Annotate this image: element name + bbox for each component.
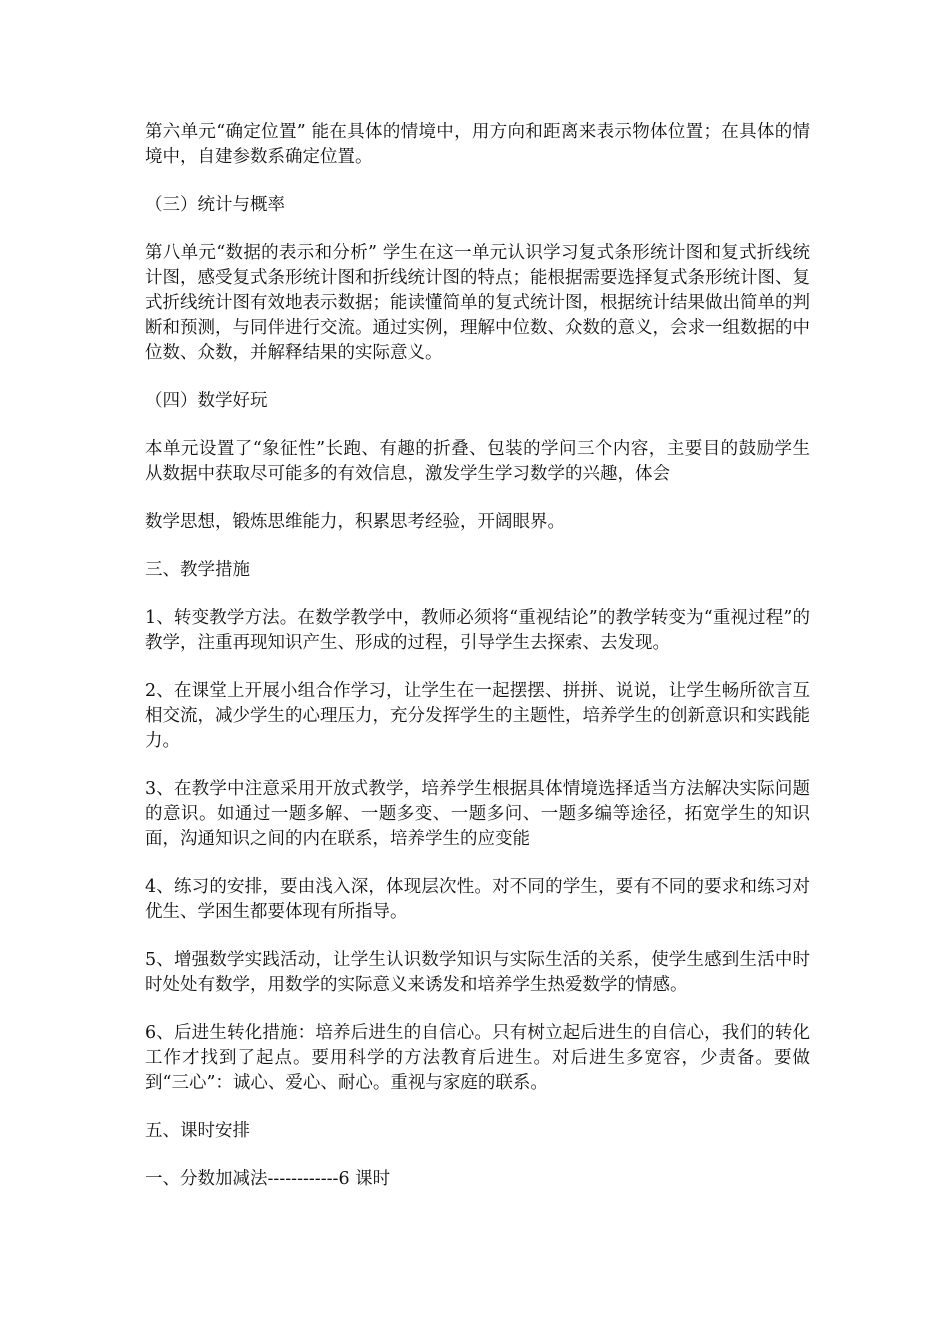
paragraph-measure-3: 3、在教学中注意采用开放式教学，培养学生根据具体情境选择适当方法解决实际问题的意识。如通过一题多解、一题多变、一题多问、一题多编等途径，拓宽学生的知识面，沟通知识之间的内在联系，培养学生的应变能 xyxy=(145,779,810,849)
heading-statistics-probability: （三）统计与概率 xyxy=(145,195,285,215)
paragraph-unit-six: 第六单元“确定位置” 能在具体的情境中，用方向和距离来表示物体位置；在具体的情境中，自建参数系确定位置。 xyxy=(145,122,810,167)
heading-teaching-measures: 三、教学措施 xyxy=(145,560,250,580)
paragraph-measure-1: 1、转变教学方法。在数学教学中，教师必须将“重视结论”的教学转变为“重视过程”的教学，注重再现知识产生、形成的过程，引导学生去探索、去发现。 xyxy=(145,608,810,653)
heading-class-hours: 五、课时安排 xyxy=(145,1121,250,1141)
paragraph-measure-2: 2、在课堂上开展小组合作学习，让学生在一起摆摆、拼拼、说说，让学生畅所欲言互相交流，减少学生的心理压力，充分发挥学生的主题性，培养学生的创新意识和实践能力。 xyxy=(145,681,810,751)
heading-math-fun: （四）数学好玩 xyxy=(145,391,268,411)
paragraph-unit-eight: 第八单元“数据的表示和分析” 学生在这一单元认识学习复式条形统计图和复式折线统计图，感受复式条形统计图和折线统计图的特点；能根据需要选择复式条形统计图、复式折线统计图有效地表示数据；能读懂简单的复式统计图，根据统计结果做出简单的判断和预测，与同伴进行交流。通过实例，理解中位数、众数的意义，会求一组数据的中位数、众数，并解释结果的实际意义。 xyxy=(145,243,810,363)
paragraph-measure-6: 6、后进生转化措施：培养后进生的自信心。只有树立起后进生的自信心，我们的转化工作才找到了起点。要用科学的方法教育后进生。对后进生多宽容，少责备。要做到“三心”：诚心、爱心、耐心。重视与家庭的联系。 xyxy=(145,1023,810,1093)
document-body xyxy=(145,120,810,1215)
paragraph-math-fun-continued: 数学思想，锻炼思维能力，积累思考经验，开阔眼界。 xyxy=(145,512,565,532)
paragraph-measure-4: 4、练习的安排，要由浅入深，体现层次性。对不同的学生，要有不同的要求和练习对优生、学困生都要体现有所指导。 xyxy=(145,877,810,922)
paragraph-measure-5: 5、增强数学实践活动，让学生认识数学知识与实际生活的关系，使学生感到生活中时时处处有数学，用数学的实际意义来诱发和培养学生热爱数学的情感。 xyxy=(145,950,810,995)
paragraph-math-fun-intro: 本单元设置了“象征性”长跑、有趣的折叠、包装的学问三个内容，主要目的鼓励学生从数据中获取尽可能多的有效信息，激发学生学习数学的兴趣，体会 xyxy=(145,439,810,484)
paragraph-class-hours-item-1: 一、分数加减法------------6 课时 xyxy=(145,1169,391,1189)
